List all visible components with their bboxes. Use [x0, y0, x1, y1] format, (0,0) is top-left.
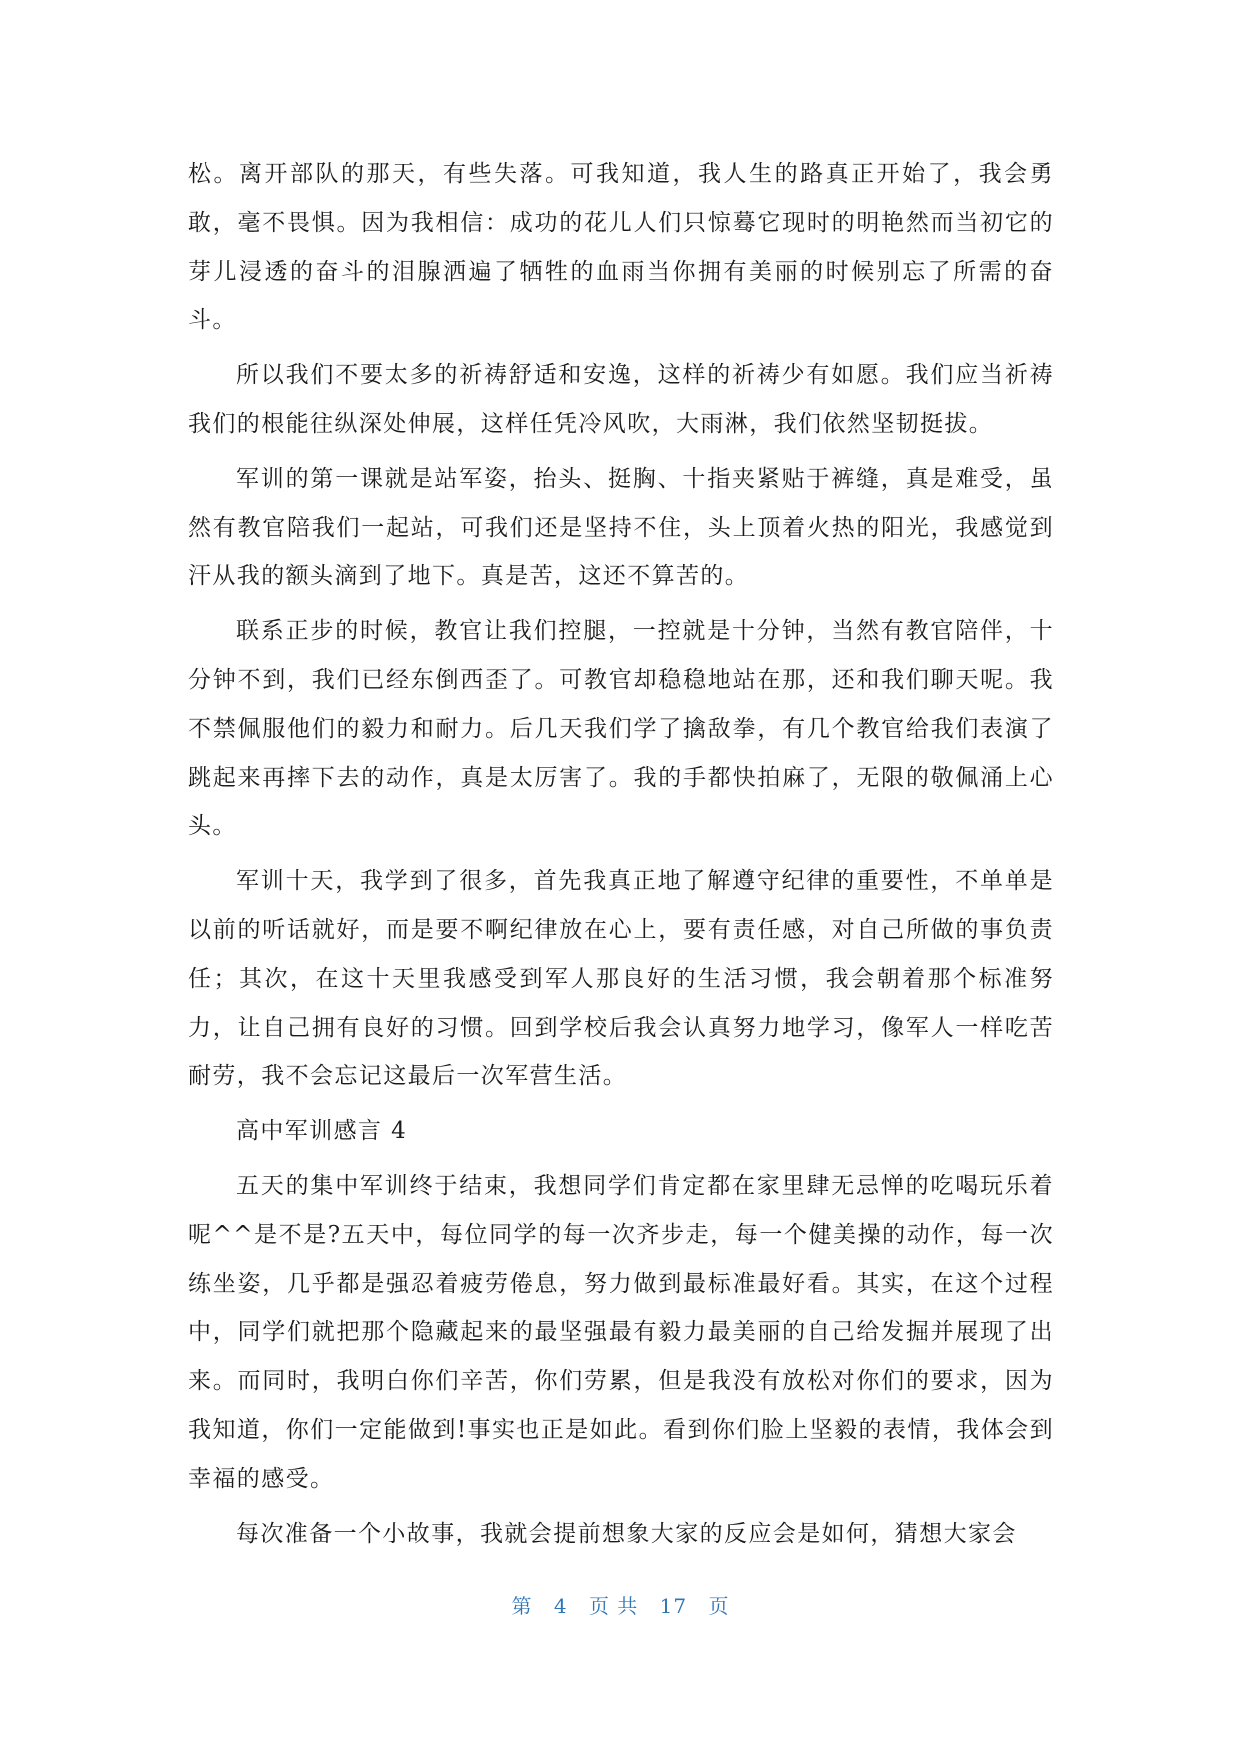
footer-suffix: 页	[708, 1594, 730, 1618]
total-page-count: 17	[659, 1594, 688, 1618]
paragraph: 松。离开部队的那天，有些失落。可我知道，我人生的路真正开始了，我会勇敢，毫不畏惧。因为我相信：成功的花儿人们只惊蓦它现时的明艳然而当初它的芽儿浸透的奋斗的泪腺洒遍了牺牲的血雨当你拥有美丽的时候别忘了所需的奋斗。	[188, 161, 1054, 334]
paragraph: 军训十天，我学到了很多，首先我真正地了解遵守纪律的重要性，不单单是以前的听话就好，而是要不啊纪律放在心上，要有责任感，对自己所做的事负责任；其次，在这十天里我感受到军人那良好的生活习惯，我会朝着那个标准努力，让自己拥有良好的习惯。回到学校后我会认真努力地学习，像军人一样吃苦耐劳，我不会忘记这最后一次军营生活。	[188, 868, 1054, 1090]
footer-middle: 页 共	[588, 1594, 639, 1618]
current-page-number: 4	[553, 1594, 568, 1618]
document-body	[188, 150, 1054, 1564]
paragraph: 五天的集中军训终于结束，我想同学们肯定都在家里肆无忌惮的吃喝玩乐着呢^^是不是?五天中，每位同学的每一次齐步走，每一个健美操的动作，每一次练坐姿，几乎都是强忍着疲劳倦息，努力做到最标准最好看。其实，在这个过程中，同学们就把那个隐藏起来的最坚强最有毅力最美丽的自己给发掘并展现了出来。而同时，我明白你们辛苦，你们劳累，但是我没有放松对你们的要求，因为我知道，你们一定能做到!事实也正是如此。看到你们脸上坚毅的表情，我体会到幸福的感受。	[188, 1172, 1054, 1492]
paragraph: 联系正步的时候，教官让我们控腿，一控就是十分钟，当然有教官陪伴，十分钟不到，我们已经东倒西歪了。可教官却稳稳地站在那，还和我们聊天呢。我不禁佩服他们的毅力和耐力。后几天我们学了擒敌拳，有几个教官给我们表演了跳起来再摔下去的动作，真是太厉害了。我的手都快拍麻了，无限的敬佩涌上心头。	[188, 618, 1054, 840]
paragraph: 所以我们不要太多的祈祷舒适和安逸，这样的祈祷少有如愿。我们应当祈祷我们的根能往纵深处伸展，这样任凭冷风吹，大雨淋，我们依然坚韧挺拔。	[188, 362, 1054, 437]
paragraph: 军训的第一课就是站军姿，抬头、挺胸、十指夹紧贴于裤缝，真是难受，虽然有教官陪我们一起站，可我们还是坚持不住，头上顶着火热的阳光，我感觉到汗从我的额头滴到了地下。真是苦，这还不算苦的。	[188, 465, 1054, 590]
footer-prefix: 第	[511, 1594, 533, 1618]
section-heading: 高中军训感言 4	[236, 1118, 408, 1145]
page-footer	[0, 1590, 1241, 1619]
paragraph: 每次准备一个小故事，我就会提前想象大家的反应会是如何，猜想大家会	[236, 1520, 1017, 1547]
